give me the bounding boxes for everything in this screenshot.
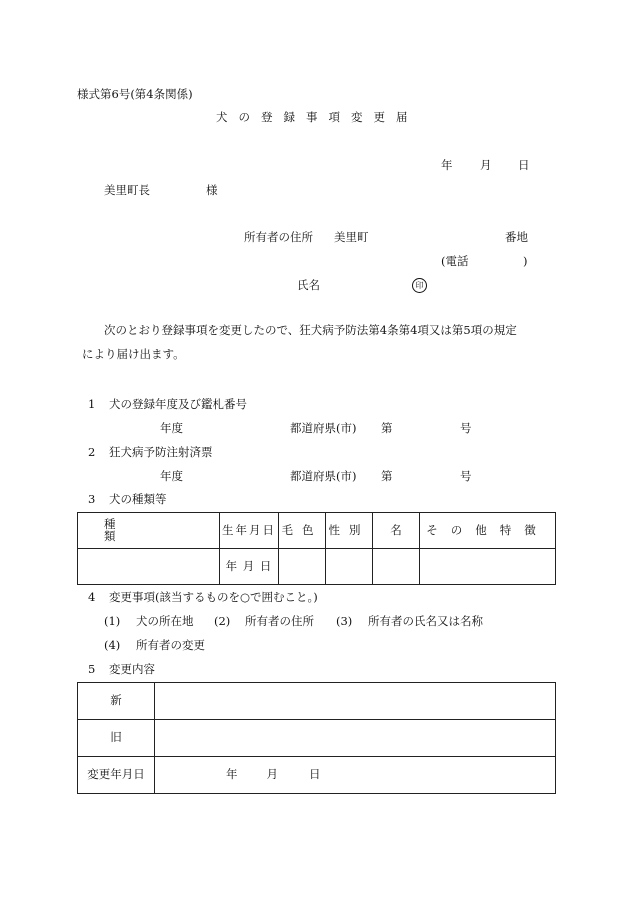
new-label-cell — [78, 683, 155, 720]
change-date-month: 月 — [266, 767, 278, 782]
birthdate-text: 年 月 日 — [225, 558, 273, 573]
section2-prefecture: 都道府県(市) — [290, 469, 357, 483]
section3-num: 3 — [88, 492, 96, 506]
section5-num: 5 — [88, 662, 96, 676]
owner-address-town: 美里町 — [334, 230, 369, 244]
old-label: 旧 — [110, 730, 122, 745]
kind-cell[interactable] — [78, 549, 220, 585]
section2-year: 年度 — [160, 469, 183, 483]
form-title: 犬の登録事項変更届 — [216, 110, 419, 124]
owner-address-label: 所有者の住所 — [244, 230, 313, 244]
owner-phone-open: (電話 — [441, 254, 469, 268]
header-kind-text: 種類 — [104, 517, 182, 543]
form-label: 様式第6号(第4条関係) — [77, 87, 193, 101]
table-row — [78, 683, 556, 720]
header-cell-kind — [78, 513, 220, 549]
header-color-text: 毛色 — [281, 522, 323, 537]
change-option-1-label[interactable]: 犬の所在地 — [136, 614, 194, 628]
features-cell[interactable] — [420, 549, 556, 585]
change-option-4-label[interactable]: 所有者の変更 — [136, 638, 205, 652]
header-features-text: その他特徴 — [426, 522, 549, 537]
change-option-1-num: (1) — [104, 614, 121, 628]
section4-num: 4 — [88, 590, 96, 604]
section1-prefecture: 都道府県(市) — [290, 421, 357, 435]
section2-num: 2 — [88, 445, 96, 459]
name-cell[interactable] — [373, 549, 420, 585]
old-value-cell[interactable] — [155, 720, 556, 757]
section2-dai: 第 — [381, 469, 393, 483]
header-cell-sex — [326, 513, 373, 549]
section5-heading: 変更内容 — [109, 662, 155, 676]
change-date-label: 変更年月日 — [87, 767, 145, 782]
section2-go: 号 — [460, 469, 472, 483]
table-row — [78, 757, 556, 794]
change-option-3-num: (3) — [336, 614, 353, 628]
change-date-label-cell — [78, 757, 155, 794]
sex-cell[interactable] — [326, 549, 373, 585]
header-birthdate-text: 生年月日 — [222, 522, 276, 537]
addressee-honorific: 様 — [206, 183, 218, 197]
addressee-name: 美里町長 — [104, 183, 150, 197]
seal-icon: 印 — [412, 278, 427, 293]
new-value-cell[interactable] — [155, 683, 556, 720]
date-year: 年 — [441, 158, 453, 172]
dog-info-table — [77, 512, 556, 585]
color-cell[interactable] — [279, 549, 326, 585]
section1-heading: 犬の登録年度及び鑑札番号 — [109, 397, 247, 411]
header-name-text: 名 — [390, 522, 402, 537]
new-label: 新 — [110, 693, 122, 708]
section3-heading: 犬の種類等 — [109, 492, 167, 506]
header-cell-name — [373, 513, 420, 549]
section1-dai: 第 — [381, 421, 393, 435]
date-month: 月 — [480, 158, 492, 172]
section1-num: 1 — [88, 397, 96, 411]
owner-phone-close: ) — [523, 254, 528, 268]
header-cell-birthdate — [220, 513, 279, 549]
section1-year: 年度 — [160, 421, 183, 435]
change-option-3-label[interactable]: 所有者の氏名又は名称 — [368, 614, 483, 628]
birthdate-cell[interactable] — [220, 549, 279, 585]
header-cell-color — [279, 513, 326, 549]
table-header-row — [78, 513, 556, 549]
change-content-table — [77, 682, 556, 794]
owner-banchi: 番地 — [505, 230, 528, 244]
body-text-line2: により届け出ます。 — [82, 347, 185, 361]
date-day: 日 — [518, 158, 530, 172]
owner-name-label: 氏名 — [297, 278, 320, 292]
table-row — [78, 549, 556, 585]
section1-go: 号 — [460, 421, 472, 435]
change-option-2-label[interactable]: 所有者の住所 — [245, 614, 314, 628]
change-option-2-num: (2) — [214, 614, 231, 628]
section4-heading: 変更事項(該当するものを○で囲むこと。) — [109, 590, 318, 604]
change-date-year: 年 — [226, 767, 238, 782]
body-text-line1: 次のとおり登録事項を変更したので、狂犬病予防法第4条第4項又は第5項の規定 — [104, 323, 517, 337]
change-option-4-num: (4) — [104, 638, 121, 652]
header-cell-features — [420, 513, 556, 549]
change-date-day: 日 — [309, 767, 321, 782]
table-row — [78, 720, 556, 757]
header-sex-text: 性別 — [328, 522, 370, 537]
change-date-value-cell[interactable] — [155, 757, 556, 794]
seal-mark — [412, 278, 427, 293]
old-label-cell — [78, 720, 155, 757]
section2-heading: 狂犬病予防注射済票 — [109, 445, 213, 459]
